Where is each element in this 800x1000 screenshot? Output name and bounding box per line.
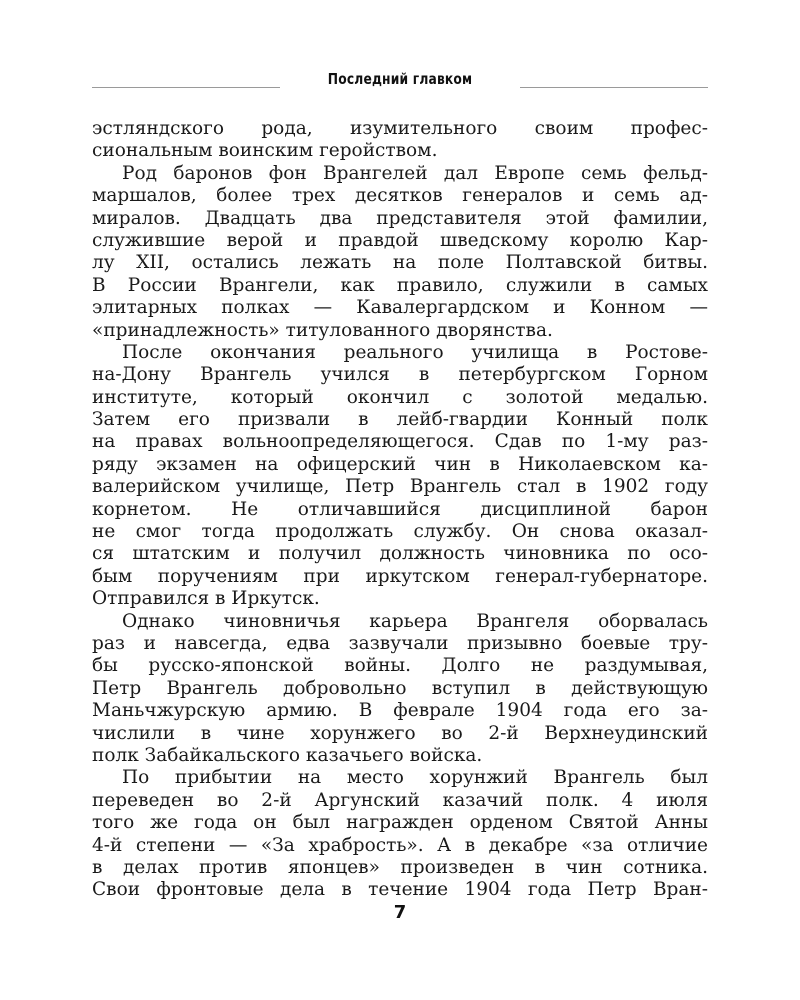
- text-line: Однако чиновничья карьера Врангеля оборвалась: [122, 610, 708, 632]
- text-line: ряду экзамен на офицерский чин в Николаевском ка-: [92, 453, 708, 475]
- text-line: на-Дону Врангель учился в петербургском Горном: [92, 364, 708, 386]
- text-line: элитарных полках — Кавалергардском и Конном —: [92, 297, 708, 319]
- text-line: Род баронов фон Врангелей дал Европе семь фельд-: [122, 162, 708, 184]
- running-title: Последний главком: [327, 70, 473, 88]
- text-line: корнетом. Не отличавшийся дисциплиной барон: [92, 498, 708, 520]
- text-line: В России Врангели, как правило, служили в самых: [92, 274, 708, 296]
- text-line: маршалов, более трех десятков генералов и семь ад-: [92, 185, 708, 207]
- text-line: Свои фронтовые дела в течение 1904 года Петр Вран-: [92, 879, 708, 901]
- text-line: раз и навсегда, едва зазвучали призывно боевые тру-: [92, 632, 708, 654]
- text-line: После окончания реального училища в Ростове-: [122, 341, 708, 363]
- text-line: институте, который окончил с золотой медалью.: [92, 386, 708, 408]
- text-line: бым поручениям при иркутском генерал-губернаторе.: [92, 565, 708, 587]
- text-line: бы русско-японской войны. Долго не раздумывая,: [92, 655, 708, 677]
- page-number: 7: [393, 902, 407, 923]
- text-line: Петр Врангель добровольно вступил в действующую: [92, 677, 708, 699]
- text-line: Затем его призвали в лейб-гвардии Конный полк: [92, 409, 708, 431]
- text-line: служившие верой и правдой шведскому королю Кар-: [92, 229, 708, 251]
- text-line: того же года он был награжден орденом Святой Анны: [92, 812, 708, 834]
- text-line: миралов. Двадцать два представителя этой фамилии,: [92, 207, 708, 229]
- text-line: не смог тогда продолжать службу. Он снова оказал-: [92, 521, 708, 543]
- text-line: на правах вольноопределяющегося. Сдав по 1-му раз-: [92, 431, 708, 453]
- body-text: [92, 118, 708, 902]
- text-line: Маньчжурскую армию. В феврале 1904 года его за-: [92, 700, 708, 722]
- text-line: По прибытии на место хорунжий Врангель был: [122, 767, 708, 789]
- header-rule-right: [520, 87, 708, 88]
- text-line: числили в чине хорунжего во 2-й Верхнеудинский: [92, 722, 708, 744]
- text-line: сиональным воинским геройством.: [92, 140, 438, 162]
- text-line: Отправился в Иркутск.: [92, 588, 320, 610]
- text-line: валерийском училище, Петр Врангель стал в 1902 году: [92, 476, 708, 498]
- text-line: полк Забайкальского казачьего войска.: [92, 744, 483, 766]
- text-line: эстляндского рода, изумительного своим профес-: [92, 118, 708, 139]
- text-line: переведен во 2-й Аргунский казачий полк. 4 июля: [92, 789, 708, 811]
- text-line: «принадлежность» титулованного дворянства.: [92, 319, 553, 341]
- running-header: [92, 70, 708, 94]
- text-line: лу XII, остались лежать на поле Полтавской битвы.: [92, 252, 708, 274]
- text-line: 4-й степени — «За храбрость». А в декабре «за отличие: [92, 834, 708, 856]
- text-line: ся штатским и получил должность чиновника по осо-: [92, 543, 708, 565]
- text-line: в делах против японцев» произведен в чин сотника.: [92, 856, 708, 878]
